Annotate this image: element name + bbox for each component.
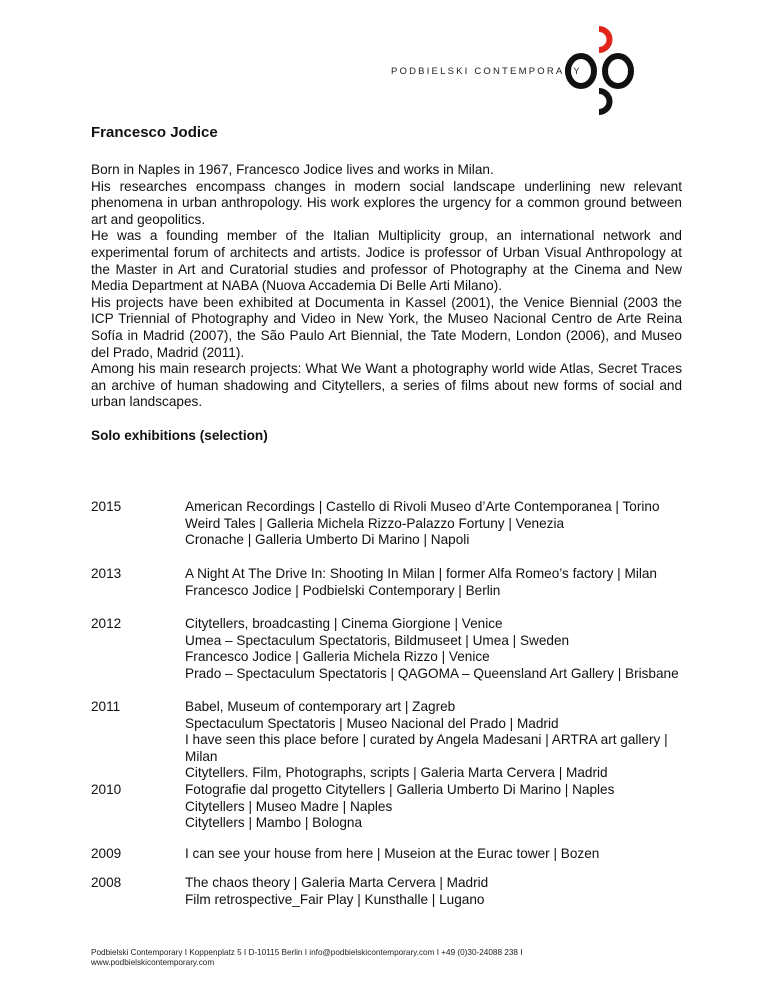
exhibition-entry: A Night At The Drive In: Shooting In Milan | former Alfa Romeo’s factory | Milan	[185, 566, 657, 581]
exhibition-year: 2011	[91, 699, 121, 714]
exhibition-entry: Cronache | Galleria Umberto Di Marino | Napoli	[185, 532, 470, 548]
section-heading: Solo exhibitions (selection)	[91, 428, 268, 443]
biography	[91, 162, 682, 411]
gallery-logo	[563, 24, 635, 116]
page-footer	[91, 948, 523, 968]
exhibition-entry: Citytellers | Museo Madre | Naples	[185, 798, 393, 814]
exhibition-entry: Prado – Spectaculum Spectatoris | QAGOMA – Queensland Art Gallery | Brisbane	[185, 665, 679, 681]
exhibition-entry: Citytellers | Mambo | Bologna	[185, 815, 363, 831]
bio-paragraph: Born in Naples in 1967, Francesco Jodice lives and works in Milan.	[91, 162, 494, 177]
logo-right-ring	[605, 56, 631, 86]
exhibition-year: 2013	[91, 566, 122, 581]
bio-paragraph: Among his main research projects: What We Want a photography world wide Atlas, Secret Traces an archive of human shadowing and Citytellers, a series of films about new forms of social and urban landscapes.	[91, 361, 682, 410]
exhibition-entry: I can see your house from here | Museion at the Eurac tower | Bozen	[185, 846, 600, 861]
exhibition-entry: The chaos theory | Galeria Marta Cervera | Madrid	[185, 875, 489, 890]
exhibition-year: 2010	[91, 782, 122, 797]
bio-paragraph: His researches encompass changes in modern social landscape underlining new relevant phenomena in urban anthropology. His work explores the urgency for a common ground between art and geopolitics.	[91, 178, 682, 227]
exhibition-entry: Film retrospective_Fair Play | Kunsthalle | Lugano	[185, 891, 485, 907]
exhibition-year: 2008	[91, 875, 122, 890]
bio-paragraph: His projects have been exhibited at Documenta in Kassel (2001), the Venice Biennial (2003 the ICP Triennial of Photography and Video in New York, the Museo Nacional Centro de Arte Reina Sofía in Madrid (2007), the São Paulo Art Biennial, the Tate Modern, London (2006), and Museo del Prado, Madrid (2011).	[91, 294, 682, 360]
exhibition-entry: Francesco Jodice | Podbielski Contemporary | Berlin	[185, 582, 501, 598]
footer-website: www.podbielskicontemporary.com	[91, 958, 215, 967]
exhibition-entry: Citytellers. Film, Photographs, scripts | Galeria Marta Cervera | Madrid	[185, 765, 608, 781]
exhibition-entry: I have seen this place before | curated by Angela Madesani | ARTRA art gallery |	[185, 732, 668, 748]
exhibition-year: 2009	[91, 846, 122, 861]
exhibition-entry: Francesco Jodice | Galleria Michela Rizzo | Venice	[185, 649, 490, 665]
exhibition-year: 2012	[91, 616, 122, 631]
exhibition-year: 2015	[91, 499, 122, 514]
exhibition-entry: Milan	[185, 748, 218, 764]
page-title: Francesco Jodice	[91, 124, 218, 141]
bio-paragraph: He was a founding member of the Italian Multiplicity group, an international network and experimental forum of architects and artists. Jodice is professor of Urban Visual Anthropology at the Master in Art and Curatorial studies and professor of Photography at the Cinema and New Media Department at NABA (Nuova Accademia Di Belle Arti Milano).	[91, 228, 682, 294]
exhibition-entry: Umea – Spectaculum Spectatoris, Bildmuseet | Umea | Sweden	[185, 632, 570, 648]
exhibition-entry: Fotografie dal progetto Citytellers | Galleria Umberto Di Marino | Naples	[185, 782, 615, 797]
exhibition-entry: Babel, Museum of contemporary art | Zagreb	[185, 699, 456, 714]
logo-left-ring	[568, 56, 594, 86]
logo-red-arc	[599, 29, 610, 50]
logo-bottom-arc	[599, 91, 610, 112]
exhibition-entry: Spectaculum Spectatoris | Museo Nacional del Prado | Madrid	[185, 715, 559, 731]
brand-name: PODBIELSKI CONTEMPORARY	[391, 66, 582, 77]
exhibition-entry: American Recordings | Castello di Rivoli Museo d’Arte Contemporanea | Torino	[185, 499, 660, 514]
exhibition-entry: Citytellers, broadcasting | Cinema Giorgione | Venice	[185, 616, 503, 631]
footer-contact-line: Podbielski Contemporary I Koppenplatz 5 I D-10115 Berlin I info@podbielskicontemporary.com I +49 (0)30-24088 238 I	[91, 948, 523, 957]
exhibition-entry: Weird Tales | Galleria Michela Rizzo-Palazzo Fortuny | Venezia	[185, 515, 565, 531]
